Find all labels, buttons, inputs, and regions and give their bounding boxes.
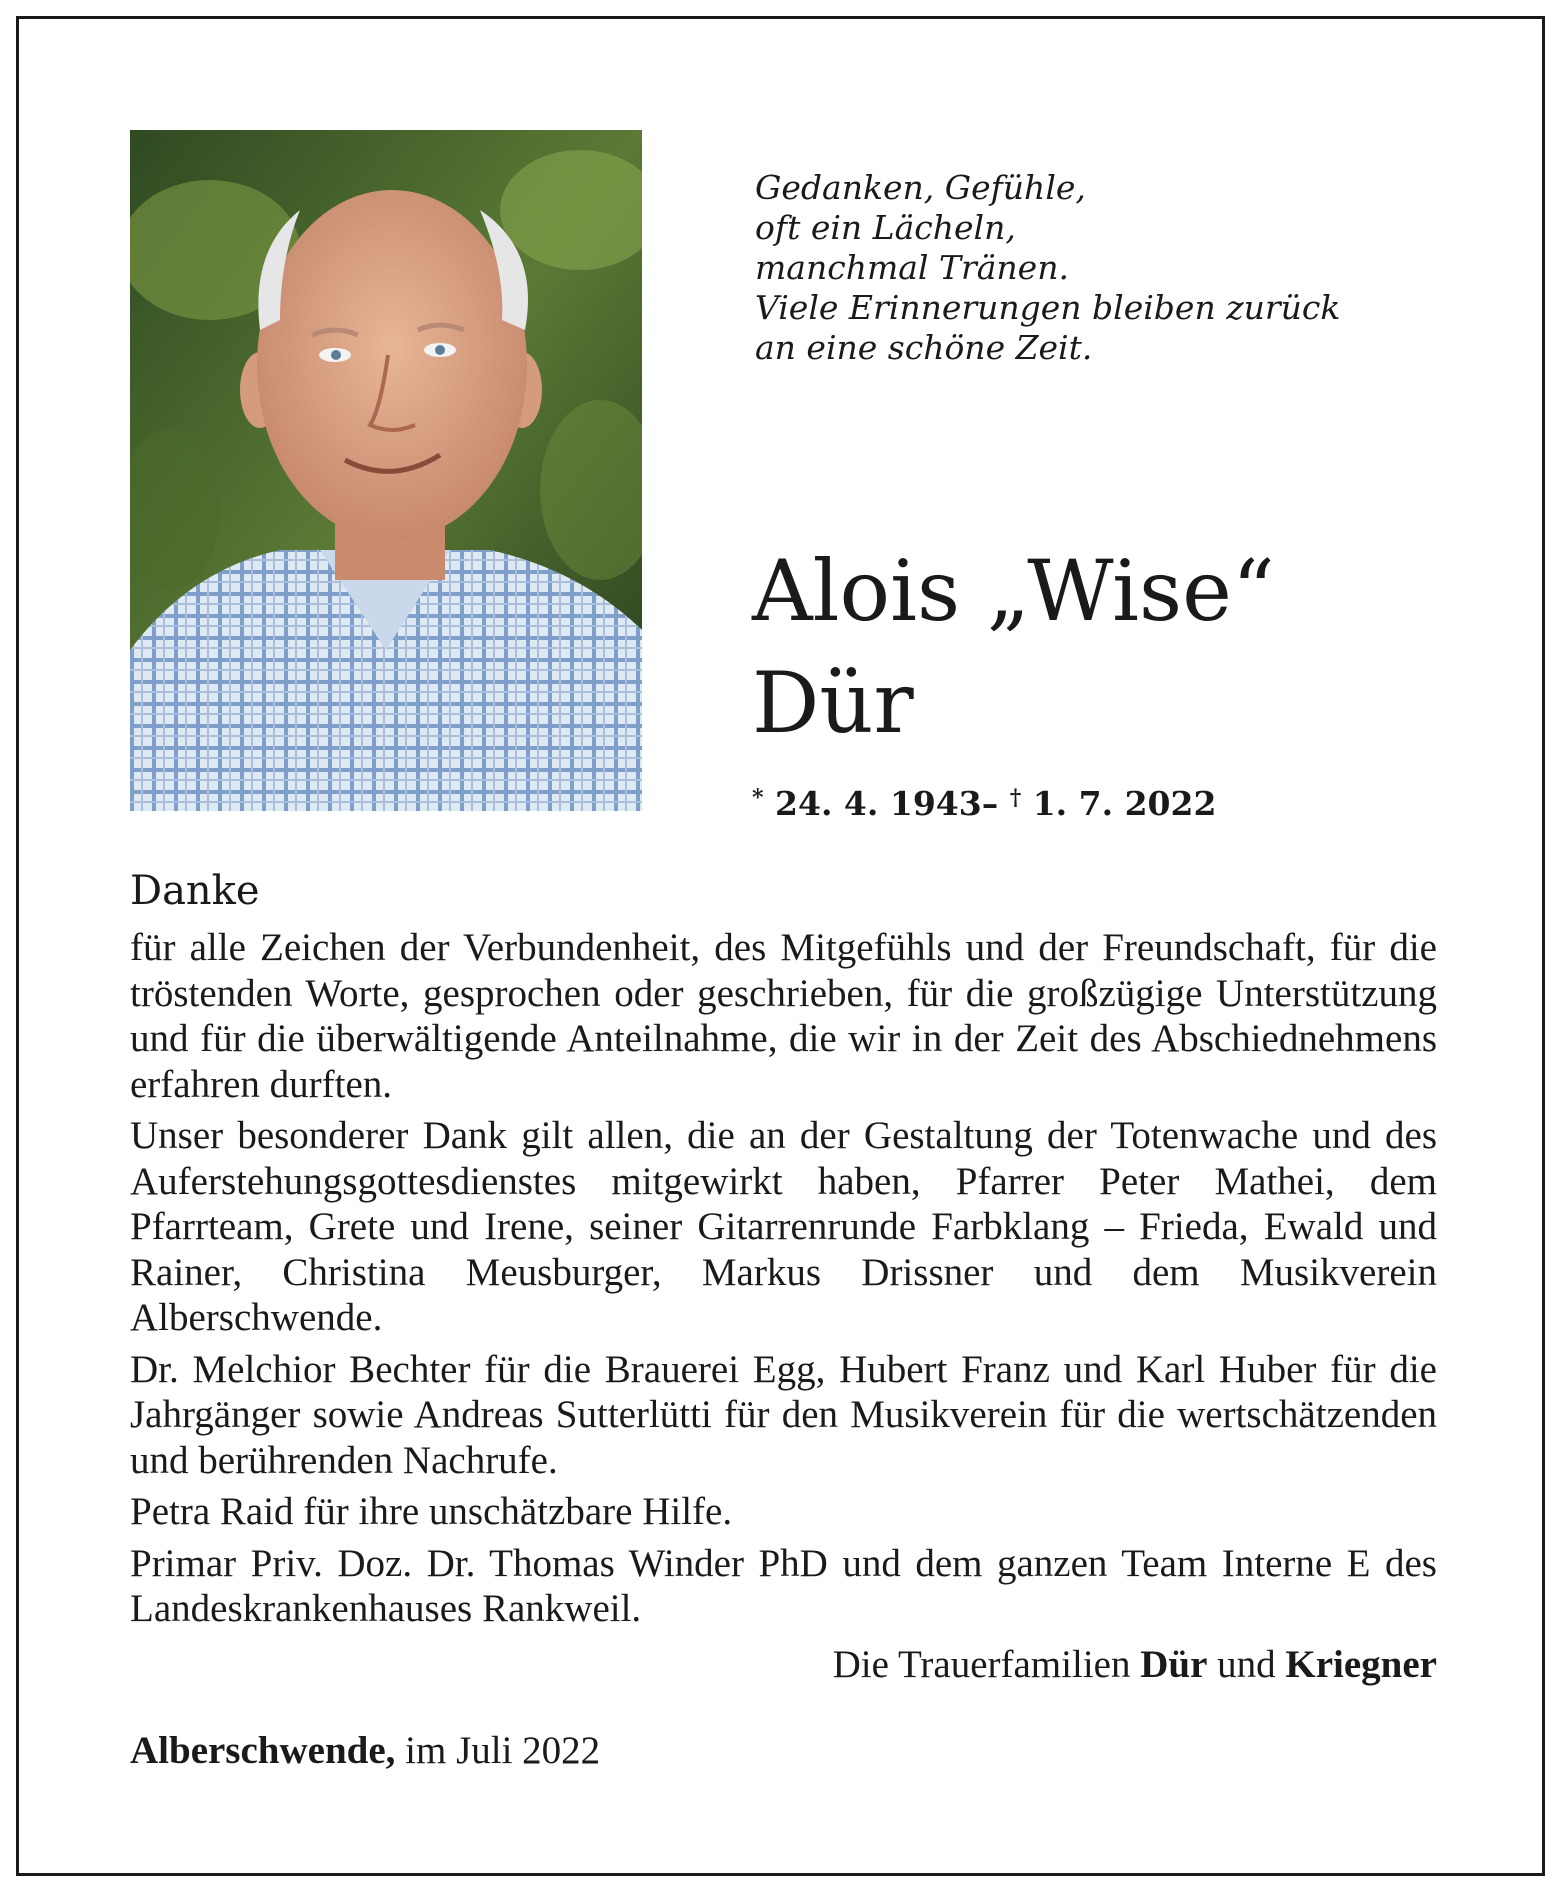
place-date: im Juli 2022: [405, 1729, 601, 1772]
thanks-body: [130, 925, 1437, 1638]
name-line-last: Dür: [752, 654, 914, 752]
place-and-date: [130, 1728, 600, 1774]
name-line-first: Alois „Wise“: [752, 542, 1275, 640]
date-separator: –: [981, 784, 999, 823]
death-symbol: †: [1009, 785, 1022, 811]
portrait-icon: [130, 130, 642, 811]
quote-line: manchmal Tränen.: [755, 248, 1069, 287]
death-date: 1. 7. 2022: [1032, 784, 1217, 823]
quote-line: Viele Erinnerungen bleiben zurück: [755, 288, 1341, 327]
thanks-paragraph: Primar Priv. Doz. Dr. Thomas Winder PhD und dem ganzen Team Interne E des Landeskrankenhauses Rankweil.: [130, 1541, 1437, 1630]
place-town: Alberschwende,: [130, 1729, 396, 1772]
family-signature: [833, 1642, 1437, 1688]
family-name-1: Dür: [1140, 1643, 1208, 1686]
quote-line: oft ein Lächeln,: [755, 208, 1016, 247]
thanks-paragraph: Unser besonderer Dank gilt allen, die an der Gestaltung der Totenwache und des Auferstehungsgottesdienstes mitgewirkt haben, Pfarrer Peter Mathei, dem Pfarrteam, Grete und Irene, seiner Gitarrenrunde Farbklang – Frieda, Ewald und Rainer, Christina Meusburger, Markus Drissner und dem Musikverein Alberschwende.: [130, 1114, 1437, 1339]
birth-symbol: *: [752, 785, 764, 811]
memorial-quote: [755, 168, 1455, 368]
thanks-paragraph: Dr. Melchior Bechter für die Brauerei Egg, Hubert Franz und Karl Huber für die Jahrgänger sowie Andreas Sutterlütti für den Musikverein für die wertschätzenden und berührenden Nachrufe.: [130, 1347, 1437, 1482]
family-name-2: Kriegner: [1285, 1643, 1437, 1686]
portrait-photo: [130, 130, 642, 811]
thanks-title: Danke: [130, 868, 260, 914]
signature-conjunction: und: [1217, 1643, 1276, 1686]
signature-prefix: Die Trauerfamilien: [832, 1643, 1131, 1686]
quote-line: an eine schöne Zeit.: [755, 328, 1093, 367]
birth-date: 24. 4. 1943: [775, 784, 982, 823]
quote-line: Gedanken, Gefühle,: [755, 168, 1086, 207]
life-dates: [752, 776, 1216, 826]
thanks-paragraph: für alle Zeichen der Verbundenheit, des Mitgefühls und der Freundschaft, für die tröstenden Worte, gesprochen oder geschrieben, für die großzügige Unterstützung und für die überwältigende Anteilnahme, die wir in der Zeit des Abschiednehmens erfahren durften.: [130, 926, 1437, 1106]
thanks-paragraph: Petra Raid für ihre unschätzbare Hilfe.: [130, 1490, 733, 1533]
deceased-name: [752, 535, 1512, 759]
